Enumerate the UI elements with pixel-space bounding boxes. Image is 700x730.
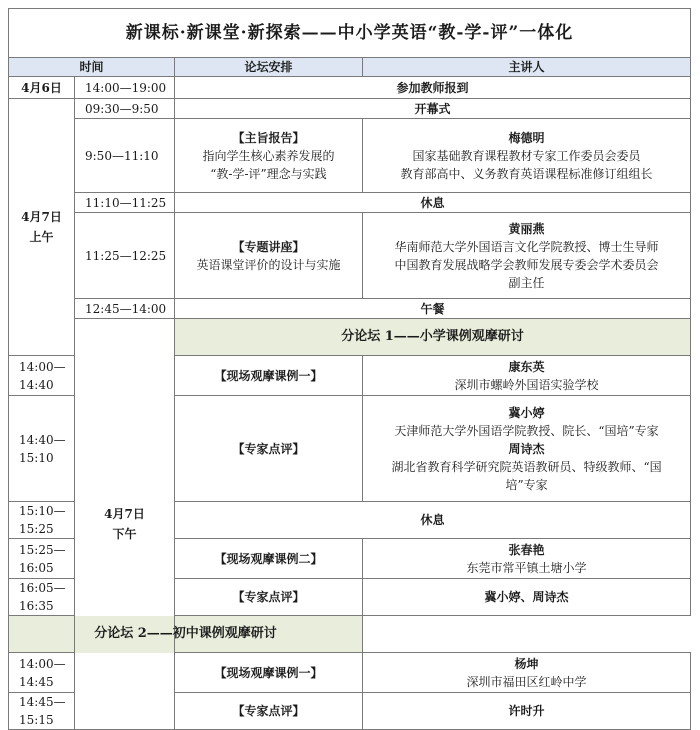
- speaker-name: 张春艳: [508, 542, 545, 557]
- topic-line: 英语课堂评价的设计与实施: [196, 257, 341, 272]
- speaker-affiliation: 中国教育发展战略学会教师发展专委会学术委员会: [394, 257, 659, 272]
- speaker-affiliation: 华南师范大学外国语言文化学院教授、博士生导师: [394, 239, 659, 254]
- lecture-speaker: [363, 213, 691, 299]
- speaker-name: 康东英: [508, 359, 545, 374]
- date-label: 4月7日: [21, 210, 62, 224]
- period-label: 上午: [29, 230, 54, 244]
- speaker-affiliation: 东莞市常平镇土塘小学: [466, 560, 587, 575]
- schedule-table: [8, 8, 691, 730]
- time-slot: 11:10—11:25: [75, 193, 175, 213]
- schedule-page: [8, 8, 690, 727]
- speaker-name: 许时升: [363, 693, 691, 730]
- lunch-event: 午餐: [175, 299, 691, 319]
- speaker-name: 周诗杰: [508, 441, 545, 456]
- opening-ceremony: 开幕式: [175, 99, 691, 119]
- speaker-name: 冀小婷、周诗杰: [363, 579, 691, 616]
- speaker-affiliation: 湖北省教育科学研究院英语教研员、特级教师、“国: [391, 459, 662, 474]
- session-speaker: [363, 539, 691, 579]
- time-slot: 09:30—9:50: [75, 99, 175, 119]
- speaker-name: 冀小婷: [508, 405, 545, 420]
- time-slot: 11:25—12:25: [75, 213, 175, 299]
- topic-line: “教-学-评”理念与实践: [210, 166, 327, 181]
- time-slot: 14:00—14:45: [9, 653, 75, 693]
- break-event: 休息: [175, 502, 691, 539]
- time-slot: 16:05—16:35: [9, 579, 75, 616]
- time-slot: 14:40—15:10: [9, 396, 75, 502]
- session-tag: 【现场观摩课例一】: [175, 653, 363, 693]
- time-slot: 15:25—16:05: [9, 539, 75, 579]
- review-speakers: [363, 396, 691, 502]
- session-tag: 【专题讲座】: [232, 239, 305, 254]
- date-apr7-morning: [9, 99, 75, 356]
- date-label: 4月7日: [104, 507, 145, 521]
- date-apr7-afternoon: [75, 319, 175, 730]
- speaker-affiliation: 副主任: [508, 275, 545, 290]
- lecture-topic: [175, 213, 363, 299]
- time-slot: 15:10—15:25: [9, 502, 75, 539]
- speaker-name: 黄丽燕: [508, 221, 545, 236]
- break-event: 休息: [175, 193, 691, 213]
- time-slot: 14:45—15:15: [9, 693, 75, 730]
- session-speaker: [363, 356, 691, 396]
- header-time: 时间: [9, 58, 175, 77]
- time-slot: 12:45—14:00: [75, 299, 175, 319]
- subforum-1-title: 分论坛 1——小学课例观摩研讨: [175, 319, 691, 356]
- speaker-affiliation: 深圳市福田区红岭中学: [466, 674, 587, 689]
- keynote-speaker: [363, 119, 691, 193]
- session-tag: 【现场观摩课例一】: [175, 356, 363, 396]
- session-tag: 【专家点评】: [175, 396, 363, 502]
- speaker-affiliation: 培”专家: [505, 477, 548, 492]
- speaker-affiliation: 国家基础教育课程教材专家工作委员会委员: [412, 148, 641, 163]
- date-apr6: 4月6日: [9, 77, 75, 99]
- speaker-affiliation: 深圳市螺岭外国语实验学校: [454, 377, 599, 392]
- speaker-affiliation: 天津师范大学外国语学院教授、院长、“国培”专家: [394, 423, 659, 438]
- period-label: 下午: [112, 527, 137, 541]
- session-speaker: [363, 653, 691, 693]
- time-slot: 9:50—11:10: [75, 119, 175, 193]
- keynote-topic: [175, 119, 363, 193]
- speaker-name: 杨坤: [514, 656, 539, 671]
- session-tag: 【主旨报告】: [232, 130, 305, 145]
- speaker-name: 梅德明: [508, 130, 545, 145]
- time-slot: 14:00—19:00: [75, 77, 175, 99]
- topic-line: 指向学生核心素养发展的: [202, 148, 335, 163]
- speaker-affiliation: 教育部高中、义务教育英语课程标准修订组组长: [400, 166, 653, 181]
- time-slot: 14:00—14:40: [9, 356, 75, 396]
- header-arrangement: 论坛安排: [175, 58, 363, 77]
- session-tag: 【现场观摩课例二】: [175, 539, 363, 579]
- header-speaker: 主讲人: [363, 58, 691, 77]
- subforum-2-title: 分论坛 2——初中课例观摩研讨: [9, 616, 363, 653]
- session-tag: 【专家点评】: [175, 693, 363, 730]
- registration-event: 参加教师报到: [175, 77, 691, 99]
- document-title: 新课标·新课堂·新探索——中小学英语“教-学-评”一体化: [9, 9, 691, 58]
- session-tag: 【专家点评】: [175, 579, 363, 616]
